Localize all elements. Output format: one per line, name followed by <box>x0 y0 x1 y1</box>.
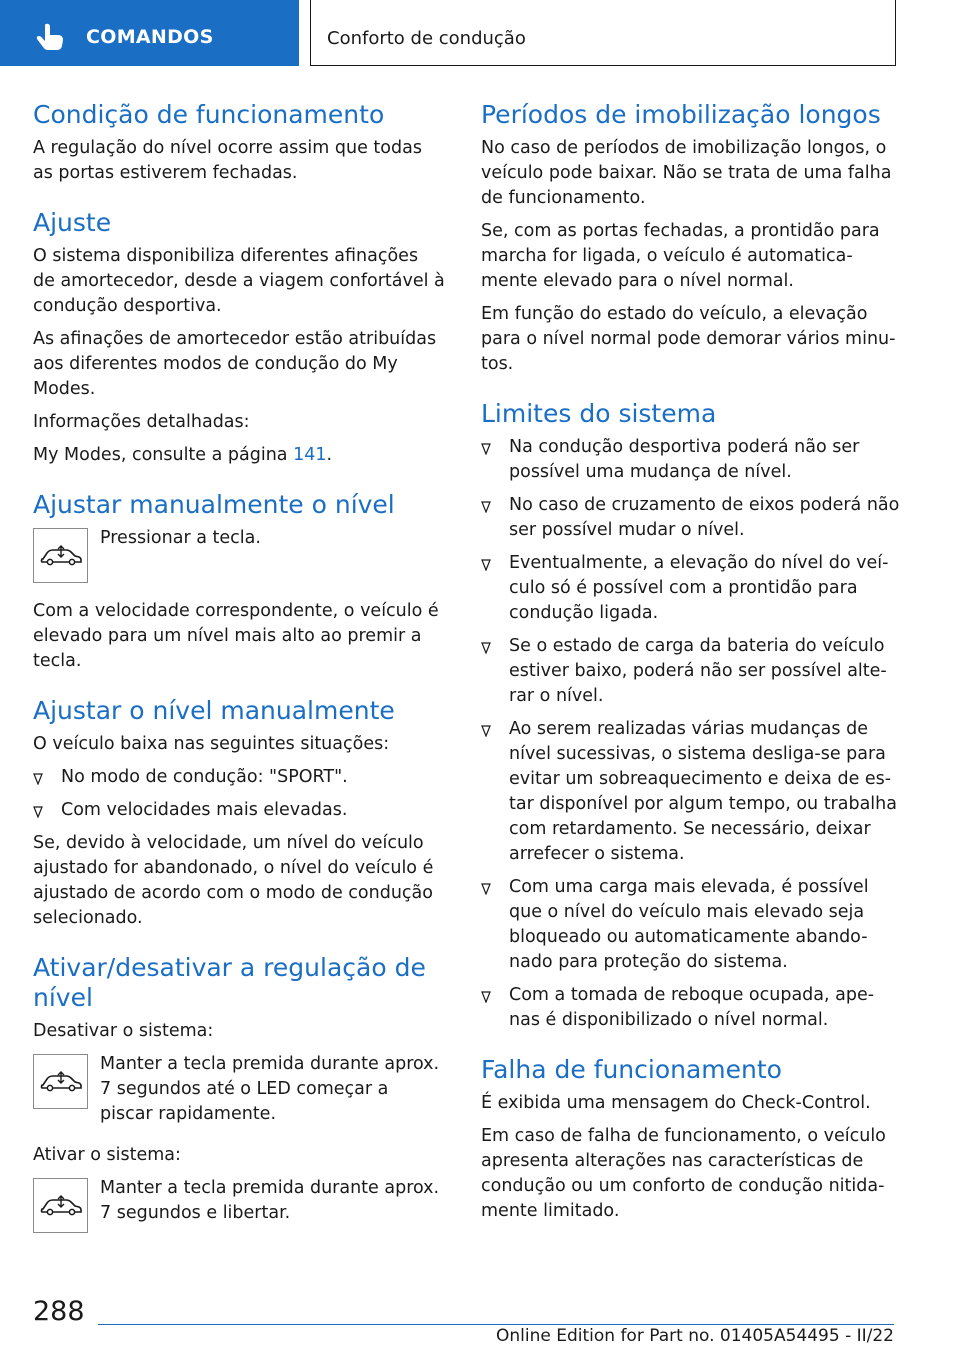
paragraph: É exibida uma mensagem do Check-Control. <box>481 1093 871 1113</box>
bullet-list <box>33 765 445 823</box>
list-item-text: Com velocidades mais elevadas. <box>61 800 348 820</box>
list-item <box>481 493 901 543</box>
car-level-icon <box>38 1193 84 1219</box>
left-column <box>33 100 445 1249</box>
heading-ativar-desativar: Ativar/desativar a regulação de nível <box>33 953 426 1012</box>
triangle-bullet-icon <box>33 773 43 785</box>
page-footer <box>0 1290 960 1362</box>
paragraph: O sistema disponibiliza diferentes afinações de amortecedor, desde a viagem confortável à condução desportiva. <box>33 246 445 316</box>
triangle-bullet-icon <box>481 501 491 513</box>
page-title-box <box>310 0 896 66</box>
paragraph: Em caso de falha de funcionamento, o veículo apresenta alterações nas características de condução ou um conforto de condução nitida-mente limitado. <box>481 1126 886 1221</box>
bullet-list <box>481 435 901 1033</box>
triangle-bullet-icon <box>481 642 491 654</box>
list-item <box>33 765 445 790</box>
heading-ajustar-manualmente: Ajustar manualmente o nível <box>33 490 395 519</box>
heading-ajuste: Ajuste <box>33 208 112 237</box>
paragraph: No caso de períodos de imobilização longos, o veículo pode baixar. Não se trata de uma falha de funcionamento. <box>481 138 892 208</box>
key-text: Pressionar a tecla. <box>100 528 261 548</box>
triangle-bullet-icon <box>481 883 491 895</box>
list-item <box>481 551 901 626</box>
list-item-text: Com uma carga mais elevada, é possível que o nível do veículo mais elevado seja bloqueado ou automaticamente abando-nado para proteção do sistema. <box>509 877 869 972</box>
key-instruction <box>33 1176 445 1233</box>
car-level-icon <box>38 1069 84 1095</box>
key-text: Manter a tecla premida durante aprox. 7 segundos até o LED começar a piscar rapidamente. <box>100 1054 440 1124</box>
paragraph: Com a velocidade correspondente, o veículo é elevado para um nível mais alto ao premir a tecla. <box>33 601 439 671</box>
list-item <box>481 435 901 485</box>
list-item <box>481 634 901 709</box>
right-column <box>481 100 901 1232</box>
key-instruction <box>33 526 445 583</box>
level-key-box <box>33 1054 88 1109</box>
triangle-bullet-icon <box>481 725 491 737</box>
paragraph: Ativar o sistema: <box>33 1145 181 1165</box>
list-item-text: Se o estado de carga da bateria do veículo estiver baixo, poderá não ser possível alte-rar o nível. <box>509 636 887 706</box>
list-item <box>481 983 901 1033</box>
paragraph: Em função do estado do veículo, a elevação para o nível normal pode demorar vários minu-tos. <box>481 304 896 374</box>
paragraph: Se, devido à velocidade, um nível do veículo ajustado for abandonado, o nível do veículo é ajustado de acordo com o modo de condução selecionado. <box>33 833 434 928</box>
level-key-box <box>33 1178 88 1233</box>
paragraph: Desativar o sistema: <box>33 1021 214 1041</box>
triangle-bullet-icon <box>481 559 491 571</box>
page-number: 288 <box>33 1296 85 1327</box>
list-item-text: No modo de condução: "SPORT". <box>61 767 348 787</box>
page-reference-link[interactable]: 141 <box>293 445 327 465</box>
reference-text: My Modes, consulte a página <box>33 445 294 465</box>
heading-ajustar-nivel: Ajustar o nível manualmente <box>33 696 395 725</box>
key-instruction <box>33 1052 445 1127</box>
triangle-bullet-icon <box>33 806 43 818</box>
triangle-bullet-icon <box>481 443 491 455</box>
list-item <box>481 875 901 975</box>
heading-condicao: Condição de funcionamento <box>33 100 385 129</box>
list-item-text: Ao serem realizadas várias mudanças de nível sucessivas, o sistema desliga-se para evitar um sobreaquecimento e deixa de es-tar disponível por algum tempo, ou trabalha com retardamento. Se necessário, deixar arrefecer o sistema. <box>509 719 897 864</box>
section-tab <box>0 0 299 66</box>
list-item-text: Na condução desportiva poderá não ser possível uma mudança de nível. <box>509 437 860 482</box>
heading-periodos: Períodos de imobilização longos <box>481 100 881 129</box>
page-title: Conforto de condução <box>327 28 526 49</box>
triangle-bullet-icon <box>481 991 491 1003</box>
period: . <box>326 445 333 465</box>
hand-pointer-icon <box>34 22 68 52</box>
paragraph: Informações detalhadas: <box>33 412 250 432</box>
list-item-text: Eventualmente, a elevação do nível do veí-culo só é possível com a prontidão para condução ligada. <box>509 553 889 623</box>
paragraph: As afinações de amortecedor estão atribuídas aos diferentes modos de condução do My Modes. <box>33 329 437 399</box>
paragraph: Se, com as portas fechadas, a prontidão para marcha for ligada, o veículo é automatica-mente elevado para o nível normal. <box>481 221 880 291</box>
paragraph: A regulação do nível ocorre assim que todas as portas estiverem fechadas. <box>33 138 422 183</box>
edition-text: Online Edition for Part no. 01405A54495 - II/22 <box>495 1326 894 1346</box>
level-key-box <box>33 528 88 583</box>
list-item <box>33 798 445 823</box>
list-item-text: No caso de cruzamento de eixos poderá não ser possível mudar o nível. <box>509 495 900 540</box>
heading-falha: Falha de funcionamento <box>481 1055 782 1084</box>
heading-limites: Limites do sistema <box>481 399 717 428</box>
paragraph <box>33 443 445 468</box>
list-item <box>481 717 901 867</box>
footer-divider <box>98 1324 894 1325</box>
page-header <box>0 0 960 66</box>
list-item-text: Com a tomada de reboque ocupada, ape-nas é disponibilizado o nível normal. <box>509 985 875 1030</box>
car-level-icon <box>38 543 84 569</box>
key-text: Manter a tecla premida durante aprox. 7 segundos e libertar. <box>100 1178 440 1223</box>
paragraph: O veículo baixa nas seguintes situações: <box>33 734 390 754</box>
section-label: COMANDOS <box>86 26 214 48</box>
